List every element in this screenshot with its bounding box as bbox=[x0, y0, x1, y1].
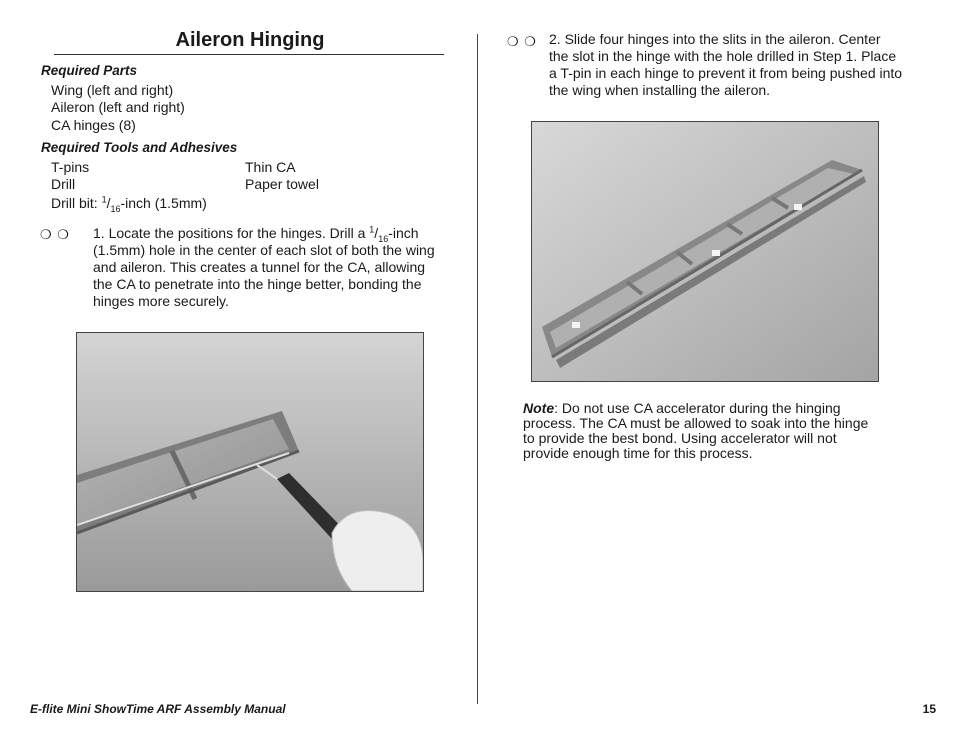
tool-item: Thin CA bbox=[245, 159, 296, 175]
step2-line: the wing when installing the aileron. bbox=[549, 82, 771, 98]
fraction-slash: / bbox=[374, 225, 379, 241]
note-label: Note bbox=[523, 400, 555, 416]
drilling-photo-illustration bbox=[77, 333, 423, 591]
tool-item: T-pins bbox=[51, 159, 90, 175]
note-text: : Do not use CA accelerator during the hinging bbox=[554, 400, 841, 416]
tool-item: Drill bbox=[51, 176, 76, 192]
step1-line: hinges more securely. bbox=[93, 293, 229, 309]
note-line: provide enough time for this process. bbox=[523, 445, 753, 461]
drill-bit-item bbox=[51, 195, 207, 212]
step2-line: 2. Slide four hinges into the slits in the aileron. Center bbox=[549, 31, 881, 47]
step2-line: the slot in the hinge with the hole drilled in Step 1. Place bbox=[549, 48, 897, 64]
fraction-numerator: 1 bbox=[101, 194, 107, 205]
fraction-numerator: 1 bbox=[369, 224, 375, 235]
note-line: process. The CA must be allowed to soak into the hinge bbox=[523, 415, 869, 431]
section-title: Aileron Hinging bbox=[175, 29, 325, 51]
required-tools-heading: Required Tools and Adhesives bbox=[41, 140, 238, 155]
tool-item: Paper towel bbox=[245, 176, 319, 192]
part-item: CA hinges (8) bbox=[51, 117, 136, 133]
drill-bit-suffix: -inch (1.5mm) bbox=[120, 195, 207, 211]
title-rule bbox=[54, 54, 444, 55]
step1-line: the CA to penetrate into the hinge better, bonding the bbox=[93, 276, 422, 292]
part-item: Aileron (left and right) bbox=[51, 99, 185, 115]
fraction-denominator: 16 bbox=[378, 233, 389, 244]
column-divider bbox=[477, 34, 478, 704]
part-item: Wing (left and right) bbox=[51, 82, 174, 98]
fraction-slash: / bbox=[106, 195, 111, 211]
step2-checkboxes[interactable]: ❍ ❍ bbox=[507, 34, 537, 49]
fraction-denominator: 16 bbox=[110, 203, 121, 214]
step1-line: and aileron. This creates a tunnel for the CA, allowing bbox=[93, 259, 426, 275]
step1-prefix: 1. Locate the positions for the hinges. Drill a bbox=[93, 225, 370, 241]
note-line: to provide the best bond. Using accelerator will not bbox=[523, 430, 837, 446]
step1-line bbox=[93, 225, 419, 242]
step1-suffix: -inch bbox=[388, 225, 419, 241]
page-number: 15 bbox=[922, 702, 936, 716]
required-parts-heading: Required Parts bbox=[41, 63, 138, 78]
manual-title-footer: E-flite Mini ShowTime ARF Assembly Manual bbox=[30, 702, 286, 716]
aileron-hinges-photo-illustration bbox=[532, 122, 878, 381]
aileron-hinges-photo bbox=[531, 121, 879, 382]
step2-line: a T-pin in each hinge to prevent it from being pushed into bbox=[549, 65, 903, 81]
step1-line: (1.5mm) hole in the center of each slot of both the wing bbox=[93, 242, 435, 258]
drill-bit-prefix: Drill bit: bbox=[51, 195, 102, 211]
drilling-photo bbox=[76, 332, 424, 592]
step1-checkboxes[interactable]: ❍ ❍ bbox=[40, 227, 70, 242]
